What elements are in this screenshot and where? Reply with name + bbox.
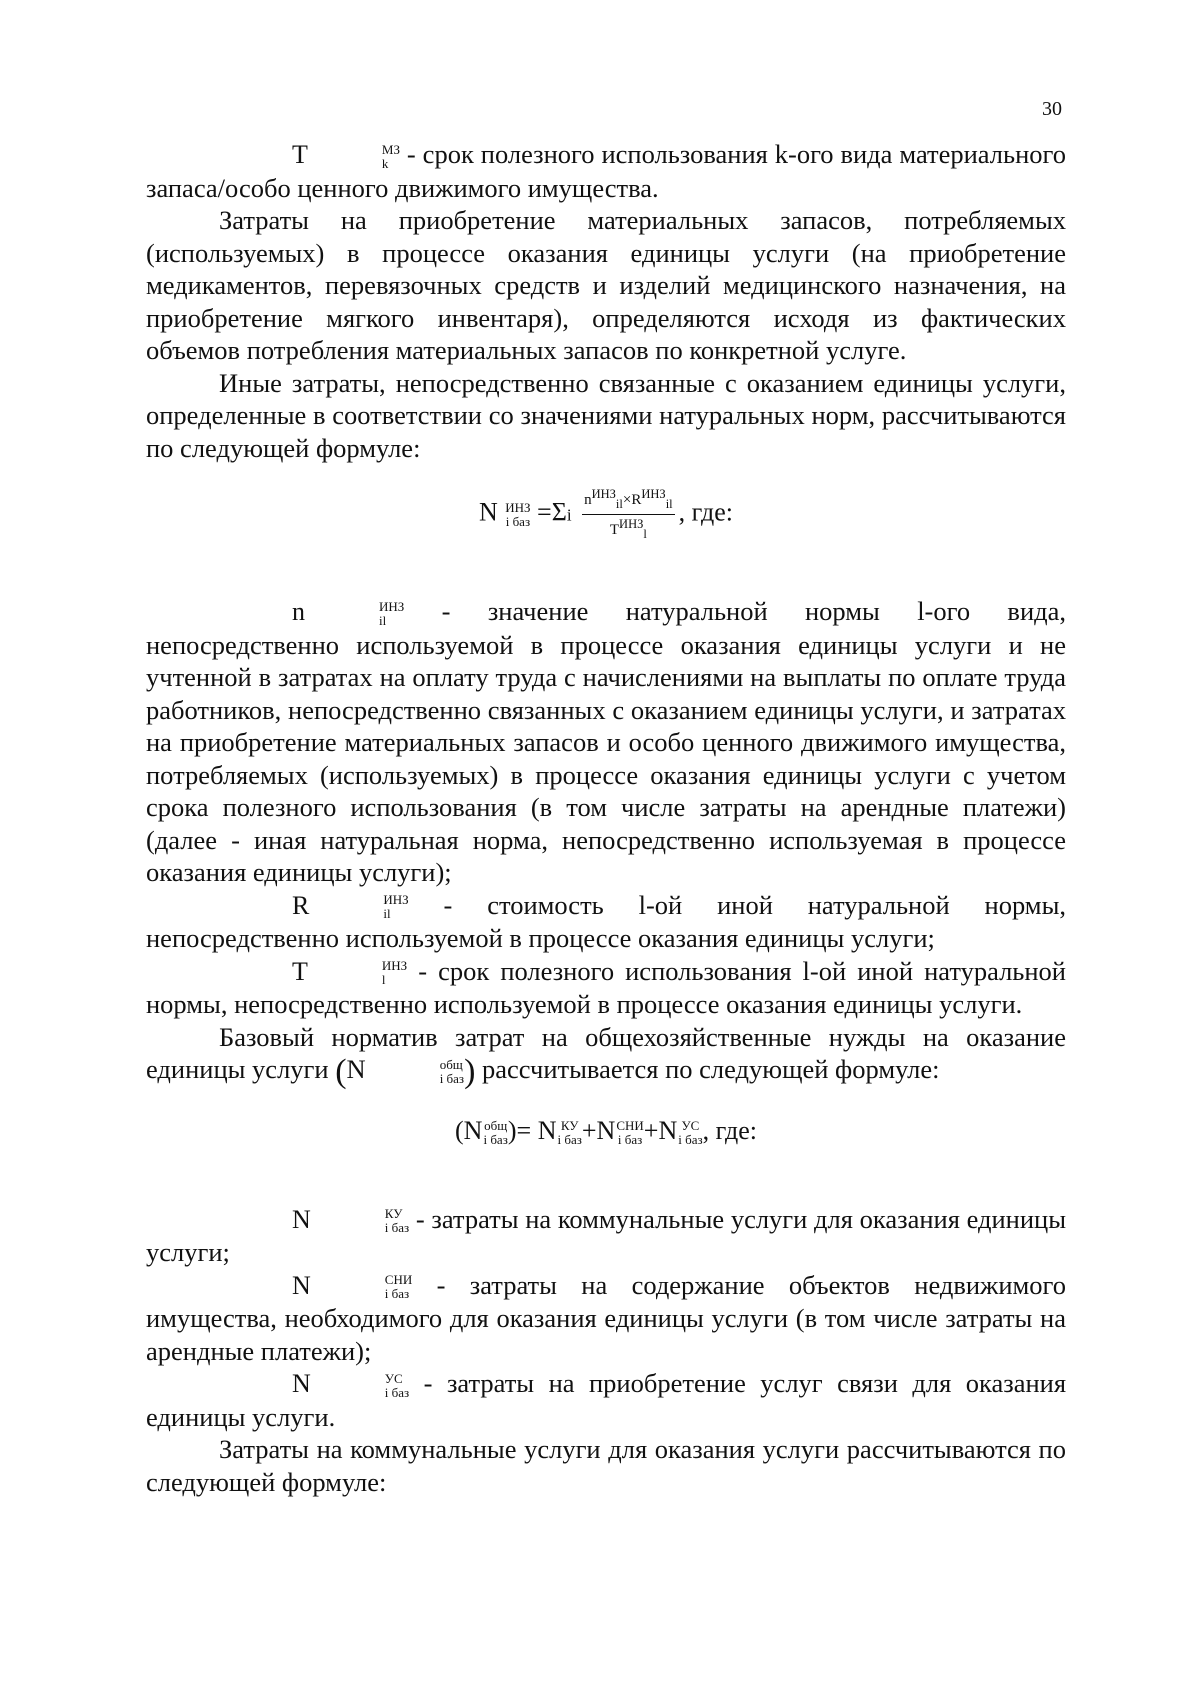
formula-other-costs: N ИНЗ i баз =Σi $\frac{n^{ИНЗ}_{il}\times R^{ИНЗ}_{il}}{T^{ИНЗ}_l}$ , где: <box>478 487 734 541</box>
definition-t-mz <box>146 138 1066 204</box>
formula-fraction: $\frac{n^{ИНЗ}_{il}\times R^{ИНЗ}_{il}}{T^{ИНЗ}_l}$ <box>584 487 673 541</box>
definition-n-sni: N СНИ i баз - затраты на содержание объектов недвижимого имущества, необходимого для оказания единицы услуги (в том числе затраты на арендные платежи); <box>146 1269 1067 1366</box>
definition-n-us: N УС i баз - затраты на приобретение услуг связи для оказания единицы услуги. <box>146 1368 1067 1432</box>
formula-overhead: (N общ i баз )= N КУ i баз +N СНИ i баз +N УС i баз , где: <box>455 1115 757 1147</box>
definition-text: - срок полезного использования k-ого вида материального запаса/особо ценного движимого имущества. <box>146 139 1067 203</box>
definition-t-inz: T ИНЗ l - срок полезного использования l-ой иной натуральной нормы, непосредственно используемой в процессе оказания единицы услуги. <box>146 955 1066 1019</box>
paragraph-other-costs: Иные затраты, непосредственно связанные с оказанием единицы услуги, определенные в соответствии со значениями натуральных норм, рассчитываются по следующей формуле: <box>146 367 1066 463</box>
symbol-t-mz: T МЗ k <box>292 140 400 171</box>
paragraph-overhead: Базовый норматив затрат на общехозяйственные нужды на оказание единицы услуги (N общ i баз ) рассчитывается по следующей формуле: <box>146 1021 1066 1090</box>
paragraph-utility-costs: Затраты на коммунальные услуги для оказания услуги рассчитываются по следующей формуле: <box>146 1434 1066 1497</box>
definition-r-inz: R ИНЗ il - стоимость l-ой иной натуральной нормы, непосредственно используемой в процессе оказания единицы услуги; <box>146 889 1066 953</box>
page-content <box>146 138 1066 1498</box>
page-number: 30 <box>1042 98 1062 120</box>
definition-n-inz: n ИНЗ il - значение натуральной нормы l-ого вида, непосредственно используемой в процессе оказания единицы услуги и не учтенной в затратах на оплату труда с начислениями на выплаты по оплате труда работников, непосредственно связанных с оказанием единицы услуги, и затратах на приобретение материальных запасов и особо ценного движимого имущества, потребляемых (используемых) в процессе оказания единицы услуги с учетом срока полезного использования (в том числе затраты на арендные платежи) (далее - иная натуральная норма, непосредственно используемая в процессе оказания единицы услуги); <box>146 596 1067 887</box>
definition-n-ku: N КУ i баз - затраты на коммунальные услуги для оказания единицы услуги; <box>146 1203 1066 1267</box>
paragraph-material-costs: Затраты на приобретение материальных запасов, потребляемых (используемых) в процессе оказания единицы услуги (на приобретение медикаментов, перевязочных средств и изделий медицинского назначения, на приобретение мягкого инвентаря), определяются исходя из фактических объемов потребления материальных запасов по конкретной услуге. <box>146 205 1066 365</box>
